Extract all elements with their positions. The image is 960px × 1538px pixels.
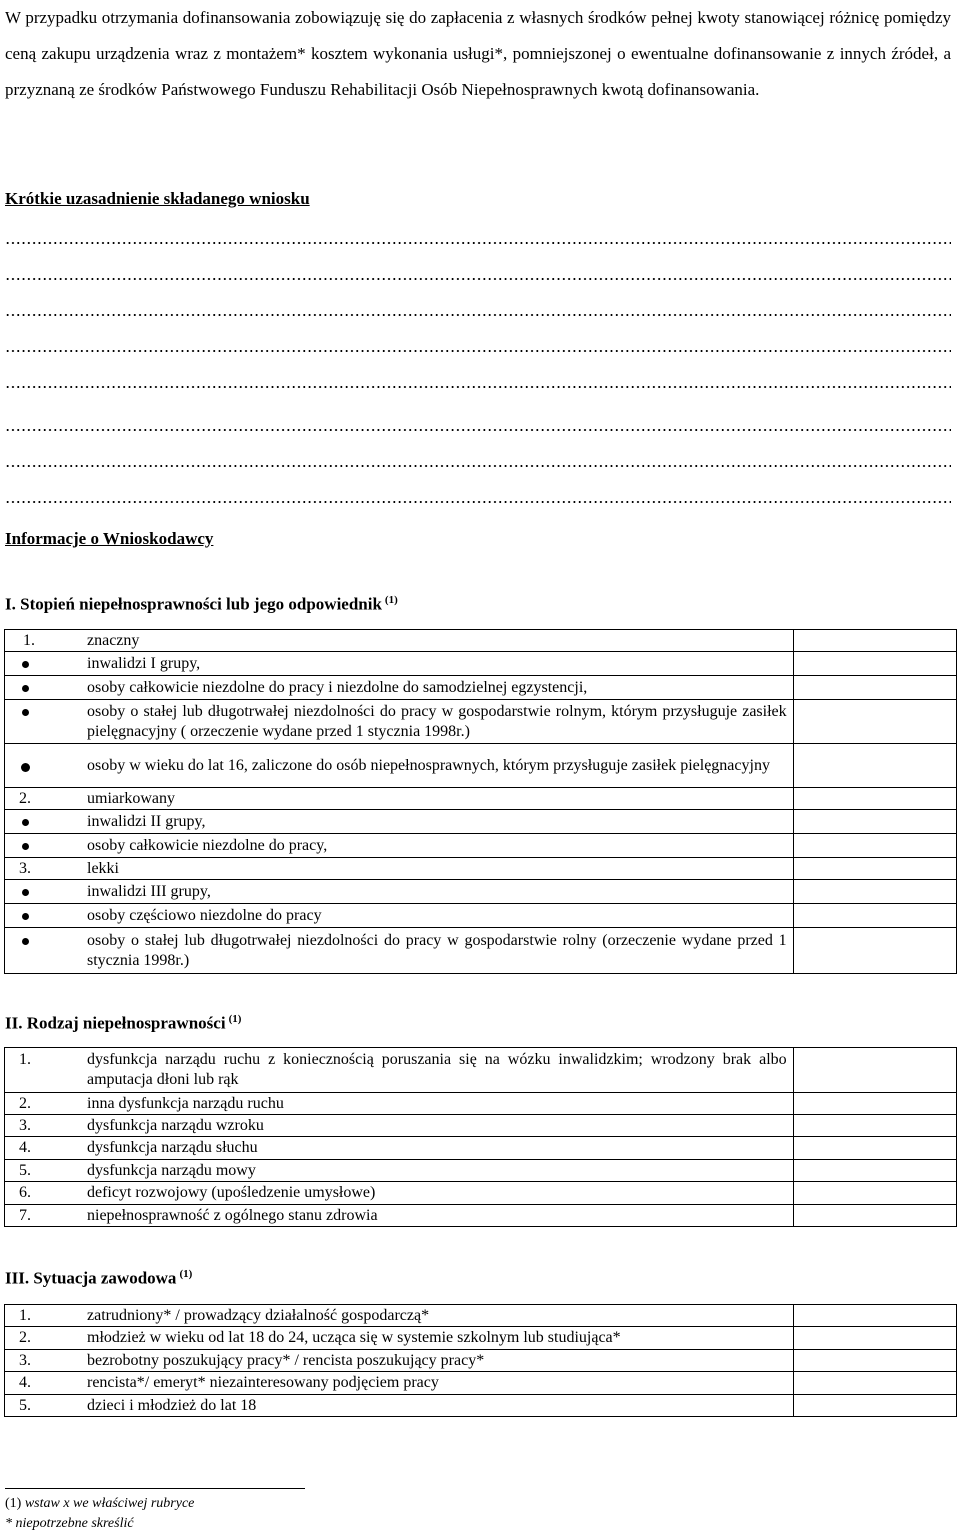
row-text: inwalidzi II grupy, xyxy=(87,812,206,830)
table-row xyxy=(5,1137,957,1160)
checkbox-cell[interactable] xyxy=(793,858,956,880)
footnote-1-number: (1) xyxy=(5,1496,22,1511)
section3-title-text: III. Sytuacja zawodowa xyxy=(5,1268,177,1288)
fill-line[interactable] xyxy=(5,464,951,468)
table-row xyxy=(5,744,957,788)
section1-title-sup: (1) xyxy=(384,594,398,606)
row-number: 2. xyxy=(19,1094,31,1112)
section1-title xyxy=(5,594,398,615)
section2-title-text: II. Rodzaj niepełnosprawności xyxy=(5,1013,226,1033)
table-row xyxy=(5,1160,957,1182)
table-row xyxy=(5,1093,957,1115)
checkbox-cell[interactable] xyxy=(793,744,956,788)
row-number: 3. xyxy=(19,1351,31,1369)
table-row xyxy=(5,810,957,834)
bullet-icon xyxy=(5,654,87,674)
checkbox-cell[interactable] xyxy=(793,834,956,858)
bullet-icon xyxy=(5,812,87,832)
row-text: osoby o stałej lub długotrwałej niezdolności do pracy w gospodarstwie rolnym, którym przysługuje zasiłek pielęgnacyjny ( orzeczenie wydane przed 1 stycznia 1998r.) xyxy=(87,702,787,740)
checkbox-cell[interactable] xyxy=(793,1205,956,1227)
table-row xyxy=(5,700,957,744)
row-number: 1. xyxy=(19,1306,31,1324)
bullet-icon xyxy=(5,931,87,951)
table-row xyxy=(5,880,957,904)
section3-title-sup: (1) xyxy=(179,1268,193,1280)
checkbox-cell[interactable] xyxy=(793,880,956,904)
bullet-icon xyxy=(5,756,87,776)
checkbox-cell[interactable] xyxy=(793,1372,956,1395)
section2-title xyxy=(5,1013,241,1034)
fill-line[interactable] xyxy=(5,241,951,245)
justification-heading: Krótkie uzasadnienie składanego wniosku xyxy=(5,189,310,208)
footnote-1-text: wstaw x we właściwej rubryce xyxy=(24,1496,195,1511)
bullet-icon xyxy=(5,906,87,926)
fill-line[interactable] xyxy=(5,500,951,504)
table-row xyxy=(5,1372,957,1395)
row-number: 2. xyxy=(19,1329,31,1346)
row-text: młodzież w wieku od lat 18 do 24, ucząca się w systemie szkolnym lub studiująca* xyxy=(87,1329,621,1346)
row-number: 5. xyxy=(19,1396,31,1414)
row-number: 6. xyxy=(19,1184,31,1201)
checkbox-cell[interactable] xyxy=(793,1160,956,1182)
section2-title-sup: (1) xyxy=(228,1013,242,1025)
employment-status-table xyxy=(4,1304,957,1417)
checkbox-cell[interactable] xyxy=(793,1137,956,1160)
row-text: znaczny xyxy=(87,631,140,649)
footnote-separator xyxy=(5,1488,305,1489)
table-row xyxy=(5,1205,957,1227)
section1-title-text: I. Stopień niepełnosprawności lub jego odpowiednik xyxy=(5,594,382,614)
table-row xyxy=(5,676,957,700)
row-number: 1. xyxy=(19,1051,31,1068)
bullet-icon xyxy=(5,882,87,902)
fill-line[interactable] xyxy=(5,428,951,432)
checkbox-cell[interactable] xyxy=(793,1395,956,1417)
checkbox-cell[interactable] xyxy=(793,1115,956,1137)
checkbox-cell[interactable] xyxy=(793,904,956,928)
checkbox-cell[interactable] xyxy=(793,1305,956,1327)
checkbox-cell[interactable] xyxy=(793,1327,956,1350)
fill-line[interactable] xyxy=(5,277,951,281)
row-text: osoby całkowicie niezdolne do pracy, xyxy=(87,836,328,854)
footnote-2: * niepotrzebne skreślić xyxy=(5,1516,134,1531)
fill-line[interactable] xyxy=(5,385,951,389)
checkbox-cell[interactable] xyxy=(793,1182,956,1205)
row-text: dzieci i młodzież do lat 18 xyxy=(87,1396,257,1414)
checkbox-cell[interactable] xyxy=(793,676,956,700)
checkbox-cell[interactable] xyxy=(793,810,956,834)
bullet-icon xyxy=(5,836,87,856)
table-row xyxy=(5,928,957,974)
row-text: osoby o stałej lub długotrwałej niezdolności do pracy w gospodarstwie rolny (orzeczenie wydane przed 1 stycznia 1998r.) xyxy=(87,931,787,969)
row-text: osoby częściowo niezdolne do pracy xyxy=(87,906,322,924)
table-row xyxy=(5,834,957,858)
row-text: osoby w wieku do lat 16, zaliczone do osób niepełnosprawnych, którym przysługuje zasiłek pielęgnacyjny xyxy=(87,756,770,774)
row-number: 1. xyxy=(23,631,35,649)
row-text: rencista*/ emeryt* niezainteresowany podjęciem pracy xyxy=(87,1374,439,1391)
table-row xyxy=(5,1327,957,1350)
table-row xyxy=(5,1048,957,1093)
bullet-icon xyxy=(5,678,87,698)
row-text: niepełnosprawność z ogólnego stanu zdrowia xyxy=(87,1206,378,1224)
table-row xyxy=(5,652,957,676)
table-row xyxy=(5,1395,957,1417)
row-text: deficyt rozwojowy (upośledzenie umysłowe) xyxy=(87,1184,376,1201)
checkbox-cell[interactable] xyxy=(793,1093,956,1115)
checkbox-cell[interactable] xyxy=(793,1350,956,1372)
checkbox-cell[interactable] xyxy=(793,700,956,744)
disability-type-table xyxy=(4,1047,957,1227)
fill-line[interactable] xyxy=(5,349,951,353)
fill-line[interactable] xyxy=(5,313,951,317)
table-row xyxy=(5,1182,957,1205)
table-row xyxy=(5,1305,957,1327)
row-text: inwalidzi III grupy, xyxy=(87,882,211,900)
bullet-icon xyxy=(5,702,87,722)
row-text: umiarkowany xyxy=(87,789,175,807)
row-text: zatrudniony* / prowadzący działalność gospodarczą* xyxy=(87,1306,430,1324)
checkbox-cell[interactable] xyxy=(793,630,956,652)
row-text: lekki xyxy=(87,859,119,877)
section3-title xyxy=(5,1268,192,1289)
row-number: 7. xyxy=(19,1206,31,1224)
intro-paragraph: W przypadku otrzymania dofinansowania zobowiązuję się do zapłacenia z własnych środków pełnej kwoty stanowiącej różnicę pomiędzy ceną zakupu urządzenia wraz z montażem* kosztem wykonania usługi*, pomniejszonej o ewentualne dofinansowanie z innych źródeł, a przyznaną ze środków Państwowego Funduszu Rehabilitacji Osób Niepełnosprawnych kwotą dofinansowania. xyxy=(5,8,951,99)
row-number: 3. xyxy=(19,859,31,877)
row-text: bezrobotny poszukujący pracy* / rencista poszukujący pracy* xyxy=(87,1351,485,1369)
row-text: dysfunkcja narządu słuchu xyxy=(87,1139,258,1156)
checkbox-cell[interactable] xyxy=(793,652,956,676)
table-row xyxy=(5,904,957,928)
checkbox-cell[interactable] xyxy=(793,788,956,810)
row-text: inwalidzi I grupy, xyxy=(87,654,201,672)
row-number: 5. xyxy=(19,1161,31,1179)
row-text: inna dysfunkcja narządu ruchu xyxy=(87,1094,284,1112)
table-row xyxy=(5,788,957,810)
row-number: 2. xyxy=(19,789,31,807)
applicant-heading: Informacje o Wnioskodawcy xyxy=(5,529,214,548)
footnote-1 xyxy=(5,1496,194,1512)
row-text: dysfunkcja narządu wzroku xyxy=(87,1116,264,1134)
row-text: osoby całkowicie niezdolne do pracy i niezdolne do samodzielnej egzystencji, xyxy=(87,678,588,696)
row-number: 4. xyxy=(19,1139,31,1156)
row-text: dysfunkcja narządu ruchu z koniecznością poruszania się na wózku inwalidzkim; wrodzony brak albo amputacja dłoni lub rąk xyxy=(87,1051,787,1088)
row-text: dysfunkcja narządu mowy xyxy=(87,1161,256,1179)
table-row xyxy=(5,1115,957,1137)
row-number: 3. xyxy=(19,1116,31,1134)
row-number: 4. xyxy=(19,1374,31,1391)
table-row xyxy=(5,858,957,880)
disability-degree-table xyxy=(4,629,957,974)
table-row xyxy=(5,1350,957,1372)
table-row xyxy=(5,630,957,652)
checkbox-cell[interactable] xyxy=(793,1048,956,1093)
checkbox-cell[interactable] xyxy=(793,928,956,974)
